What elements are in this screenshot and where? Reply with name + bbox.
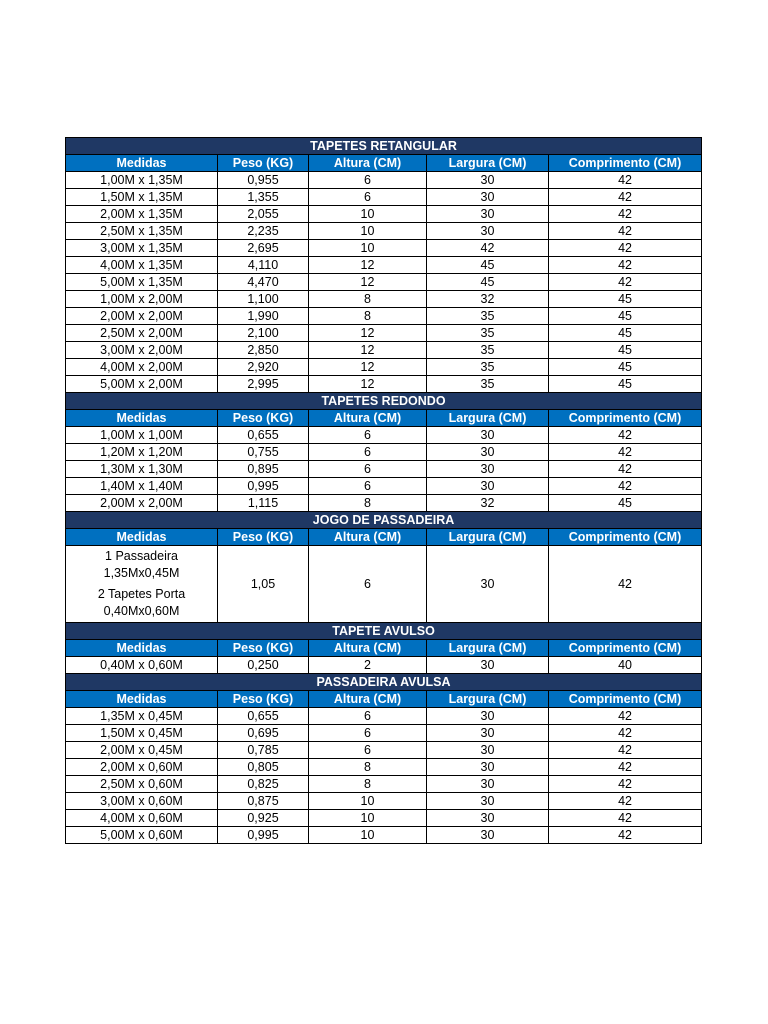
table-row (66, 291, 702, 308)
column-header-row (66, 640, 702, 657)
cell-altura: 12 (309, 274, 427, 291)
column-header-peso: Peso (KG) (218, 529, 309, 546)
table-row (66, 342, 702, 359)
cell-medidas: 2,50M x 0,60M (66, 776, 218, 793)
section-title-row (66, 623, 702, 640)
cell-altura: 6 (309, 546, 427, 623)
cell-medidas: 2,50M x 1,35M (66, 223, 218, 240)
cell-altura: 8 (309, 291, 427, 308)
table-row (66, 308, 702, 325)
table-row (66, 444, 702, 461)
column-header-row (66, 155, 702, 172)
table-row (66, 206, 702, 223)
cell-altura: 10 (309, 827, 427, 844)
section-title: TAPETES REDONDO (66, 393, 702, 410)
cell-altura: 8 (309, 495, 427, 512)
column-header-largura: Largura (CM) (427, 410, 549, 427)
cell-medidas (66, 546, 218, 623)
column-header-row (66, 529, 702, 546)
cell-medidas: 1,40M x 1,40M (66, 478, 218, 495)
column-header-comprimento: Comprimento (CM) (549, 529, 702, 546)
cell-comprimento: 42 (549, 546, 702, 623)
cell-largura: 30 (427, 827, 549, 844)
table-row (66, 546, 702, 623)
column-header-comprimento: Comprimento (CM) (549, 410, 702, 427)
cell-peso: 4,110 (218, 257, 309, 274)
table-row (66, 172, 702, 189)
cell-peso: 2,695 (218, 240, 309, 257)
cell-comprimento: 45 (549, 291, 702, 308)
column-header-comprimento: Comprimento (CM) (549, 155, 702, 172)
table-row (66, 725, 702, 742)
cell-largura: 30 (427, 708, 549, 725)
cell-altura: 6 (309, 478, 427, 495)
column-header-row (66, 410, 702, 427)
cell-largura: 30 (427, 478, 549, 495)
cell-largura: 30 (427, 810, 549, 827)
table-row (66, 376, 702, 393)
medidas-line: 1,35Mx0,45M (103, 566, 180, 580)
column-header-altura: Altura (CM) (309, 410, 427, 427)
column-header-peso: Peso (KG) (218, 155, 309, 172)
cell-comprimento: 42 (549, 810, 702, 827)
cell-peso: 0,755 (218, 444, 309, 461)
cell-altura: 6 (309, 427, 427, 444)
cell-peso: 1,115 (218, 495, 309, 512)
cell-comprimento: 42 (549, 725, 702, 742)
cell-medidas: 1,00M x 1,00M (66, 427, 218, 444)
cell-altura: 6 (309, 172, 427, 189)
cell-peso: 2,850 (218, 342, 309, 359)
cell-altura: 12 (309, 325, 427, 342)
cell-medidas: 5,00M x 1,35M (66, 274, 218, 291)
cell-medidas: 4,00M x 1,35M (66, 257, 218, 274)
cell-medidas: 2,00M x 2,00M (66, 495, 218, 512)
cell-peso: 0,895 (218, 461, 309, 478)
section-title-row (66, 138, 702, 155)
cell-largura: 30 (427, 657, 549, 674)
cell-medidas: 4,00M x 2,00M (66, 359, 218, 376)
product-dimensions-table (65, 137, 702, 844)
column-header-altura: Altura (CM) (309, 691, 427, 708)
table-row (66, 759, 702, 776)
cell-altura: 10 (309, 223, 427, 240)
cell-medidas: 1,35M x 0,45M (66, 708, 218, 725)
section-title: PASSADEIRA AVULSA (66, 674, 702, 691)
cell-altura: 10 (309, 240, 427, 257)
cell-altura: 12 (309, 376, 427, 393)
column-header-medidas: Medidas (66, 640, 218, 657)
cell-altura: 10 (309, 793, 427, 810)
cell-comprimento: 42 (549, 206, 702, 223)
cell-peso: 0,875 (218, 793, 309, 810)
cell-altura: 6 (309, 708, 427, 725)
cell-comprimento: 42 (549, 478, 702, 495)
cell-largura: 45 (427, 274, 549, 291)
cell-altura: 8 (309, 759, 427, 776)
cell-largura: 45 (427, 257, 549, 274)
cell-largura: 30 (427, 427, 549, 444)
cell-altura: 12 (309, 342, 427, 359)
cell-comprimento: 42 (549, 708, 702, 725)
cell-peso: 1,100 (218, 291, 309, 308)
cell-largura: 42 (427, 240, 549, 257)
cell-altura: 6 (309, 444, 427, 461)
cell-medidas: 0,40M x 0,60M (66, 657, 218, 674)
cell-medidas: 3,00M x 0,60M (66, 793, 218, 810)
table-row (66, 240, 702, 257)
cell-peso: 0,695 (218, 725, 309, 742)
cell-comprimento: 42 (549, 240, 702, 257)
cell-comprimento: 42 (549, 172, 702, 189)
cell-largura: 30 (427, 172, 549, 189)
column-header-altura: Altura (CM) (309, 529, 427, 546)
cell-comprimento: 42 (549, 793, 702, 810)
cell-largura: 35 (427, 325, 549, 342)
cell-peso: 0,825 (218, 776, 309, 793)
cell-medidas: 2,00M x 0,60M (66, 759, 218, 776)
cell-altura: 8 (309, 776, 427, 793)
cell-medidas: 5,00M x 2,00M (66, 376, 218, 393)
table-row (66, 827, 702, 844)
medidas-line: 2 Tapetes Porta (97, 587, 186, 601)
table-row (66, 810, 702, 827)
section-title: TAPETES RETANGULAR (66, 138, 702, 155)
column-header-peso: Peso (KG) (218, 640, 309, 657)
cell-medidas: 4,00M x 0,60M (66, 810, 218, 827)
section-title-row (66, 674, 702, 691)
cell-medidas: 3,00M x 2,00M (66, 342, 218, 359)
cell-comprimento: 42 (549, 444, 702, 461)
column-header-largura: Largura (CM) (427, 155, 549, 172)
table-row (66, 793, 702, 810)
cell-altura: 12 (309, 257, 427, 274)
cell-peso: 2,100 (218, 325, 309, 342)
cell-comprimento: 42 (549, 189, 702, 206)
medidas-line: 0,40Mx0,60M (103, 604, 180, 618)
table-row (66, 359, 702, 376)
cell-peso: 0,805 (218, 759, 309, 776)
cell-altura: 6 (309, 742, 427, 759)
column-header-medidas: Medidas (66, 691, 218, 708)
cell-medidas: 2,00M x 0,45M (66, 742, 218, 759)
column-header-row (66, 691, 702, 708)
column-header-largura: Largura (CM) (427, 640, 549, 657)
cell-peso: 2,235 (218, 223, 309, 240)
cell-peso: 1,990 (218, 308, 309, 325)
section-title: TAPETE AVULSO (66, 623, 702, 640)
cell-peso: 0,655 (218, 427, 309, 444)
cell-peso: 0,955 (218, 172, 309, 189)
cell-altura: 12 (309, 359, 427, 376)
cell-comprimento: 45 (549, 359, 702, 376)
table-row (66, 325, 702, 342)
cell-largura: 35 (427, 376, 549, 393)
cell-medidas: 5,00M x 0,60M (66, 827, 218, 844)
cell-comprimento: 42 (549, 759, 702, 776)
column-header-largura: Largura (CM) (427, 529, 549, 546)
cell-comprimento: 40 (549, 657, 702, 674)
cell-peso: 0,995 (218, 827, 309, 844)
cell-largura: 30 (427, 444, 549, 461)
cell-peso: 0,250 (218, 657, 309, 674)
table-row (66, 776, 702, 793)
cell-altura: 6 (309, 461, 427, 478)
cell-comprimento: 42 (549, 776, 702, 793)
cell-medidas: 3,00M x 1,35M (66, 240, 218, 257)
table-row (66, 742, 702, 759)
cell-medidas: 1,50M x 0,45M (66, 725, 218, 742)
column-header-largura: Largura (CM) (427, 691, 549, 708)
cell-comprimento: 45 (549, 495, 702, 512)
cell-altura: 2 (309, 657, 427, 674)
cell-altura: 6 (309, 189, 427, 206)
cell-altura: 10 (309, 206, 427, 223)
cell-peso: 2,995 (218, 376, 309, 393)
cell-altura: 6 (309, 725, 427, 742)
cell-comprimento: 42 (549, 427, 702, 444)
cell-peso: 2,920 (218, 359, 309, 376)
cell-medidas: 2,00M x 1,35M (66, 206, 218, 223)
cell-peso: 4,470 (218, 274, 309, 291)
cell-largura: 30 (427, 742, 549, 759)
cell-largura: 30 (427, 793, 549, 810)
cell-largura: 30 (427, 461, 549, 478)
cell-largura: 30 (427, 725, 549, 742)
cell-medidas: 2,50M x 2,00M (66, 325, 218, 342)
column-header-peso: Peso (KG) (218, 691, 309, 708)
cell-comprimento: 42 (549, 461, 702, 478)
cell-peso: 0,785 (218, 742, 309, 759)
table-body (66, 138, 702, 844)
cell-largura: 35 (427, 308, 549, 325)
table-row (66, 495, 702, 512)
column-header-medidas: Medidas (66, 529, 218, 546)
column-header-medidas: Medidas (66, 155, 218, 172)
medidas-line: 1 Passadeira (105, 549, 178, 563)
cell-comprimento: 42 (549, 257, 702, 274)
table-row (66, 478, 702, 495)
column-header-comprimento: Comprimento (CM) (549, 691, 702, 708)
cell-medidas: 1,20M x 1,20M (66, 444, 218, 461)
table-row (66, 461, 702, 478)
cell-comprimento: 45 (549, 342, 702, 359)
table-row (66, 189, 702, 206)
column-header-comprimento: Comprimento (CM) (549, 640, 702, 657)
table-row (66, 274, 702, 291)
cell-medidas: 1,00M x 2,00M (66, 291, 218, 308)
section-title: JOGO DE PASSADEIRA (66, 512, 702, 529)
cell-medidas: 1,30M x 1,30M (66, 461, 218, 478)
column-header-medidas: Medidas (66, 410, 218, 427)
cell-largura: 32 (427, 291, 549, 308)
cell-largura: 30 (427, 206, 549, 223)
cell-altura: 10 (309, 810, 427, 827)
table-row (66, 657, 702, 674)
table-row (66, 427, 702, 444)
cell-peso: 0,925 (218, 810, 309, 827)
cell-altura: 8 (309, 308, 427, 325)
cell-largura: 30 (427, 776, 549, 793)
column-header-peso: Peso (KG) (218, 410, 309, 427)
cell-largura: 32 (427, 495, 549, 512)
cell-peso: 2,055 (218, 206, 309, 223)
cell-peso: 0,655 (218, 708, 309, 725)
cell-medidas: 1,50M x 1,35M (66, 189, 218, 206)
cell-comprimento: 42 (549, 274, 702, 291)
cell-largura: 35 (427, 359, 549, 376)
column-header-altura: Altura (CM) (309, 155, 427, 172)
cell-peso: 1,05 (218, 546, 309, 623)
cell-peso: 1,355 (218, 189, 309, 206)
section-title-row (66, 393, 702, 410)
cell-comprimento: 45 (549, 376, 702, 393)
cell-comprimento: 42 (549, 742, 702, 759)
cell-largura: 30 (427, 759, 549, 776)
cell-comprimento: 45 (549, 308, 702, 325)
cell-largura: 30 (427, 189, 549, 206)
table-row (66, 223, 702, 240)
column-header-altura: Altura (CM) (309, 640, 427, 657)
cell-peso: 0,995 (218, 478, 309, 495)
cell-medidas: 1,00M x 1,35M (66, 172, 218, 189)
cell-medidas: 2,00M x 2,00M (66, 308, 218, 325)
section-title-row (66, 512, 702, 529)
cell-largura: 30 (427, 546, 549, 623)
table-row (66, 257, 702, 274)
cell-largura: 35 (427, 342, 549, 359)
cell-largura: 30 (427, 223, 549, 240)
cell-comprimento: 42 (549, 223, 702, 240)
table-row (66, 708, 702, 725)
cell-comprimento: 45 (549, 325, 702, 342)
cell-comprimento: 42 (549, 827, 702, 844)
